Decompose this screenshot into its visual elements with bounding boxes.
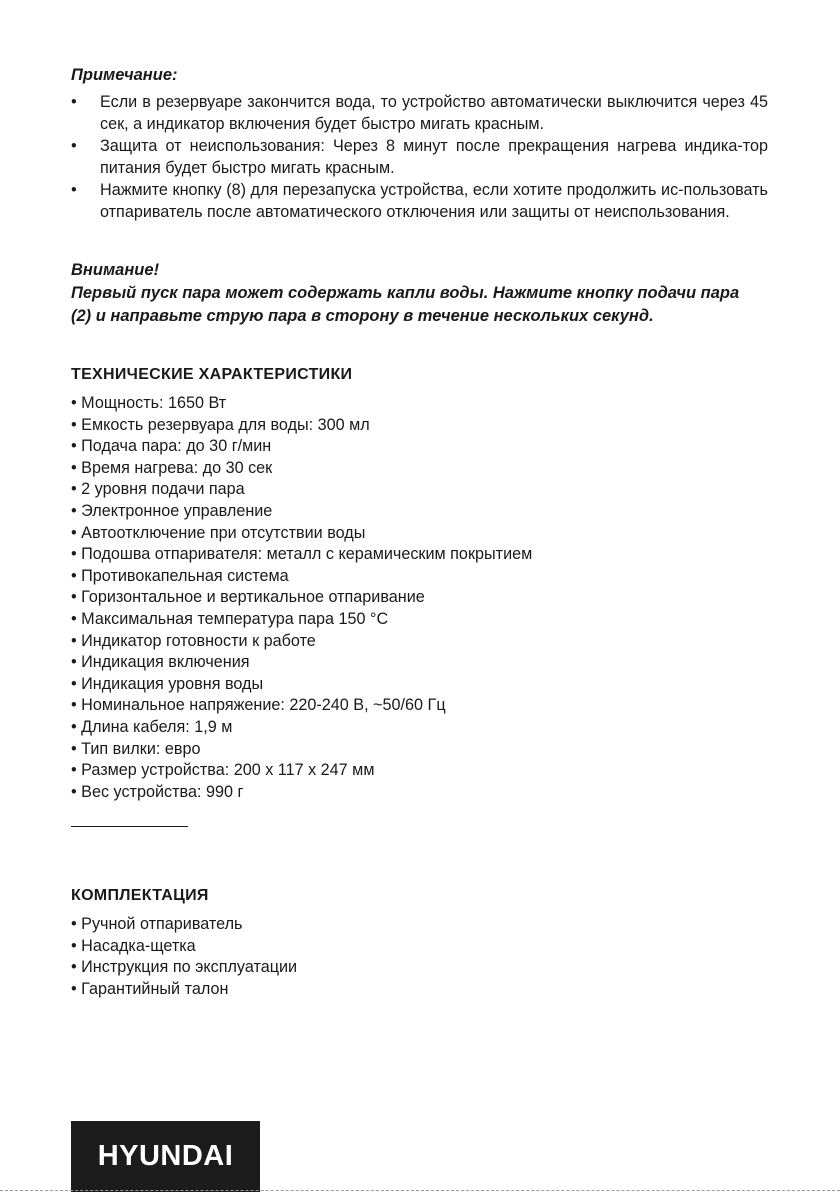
spec-item: • Размер устройства: 200 x 117 x 247 мм — [71, 761, 375, 780]
note-item-text: Защита от неиспользования: Через 8 минут после прекращения нагрева индика-тор питания будет быстро мигать красным. — [100, 137, 768, 177]
kit-title: КОМПЛЕКТАЦИЯ — [71, 887, 209, 904]
specs-list — [71, 393, 532, 803]
footnote-divider — [71, 826, 188, 827]
hyundai-logo — [71, 1121, 260, 1192]
spec-item: • Подошва отпаривателя: металл с керамическим покрытием — [71, 545, 533, 564]
spec-item: • Время нагрева: до 30 сек — [71, 458, 273, 477]
logo-text: HYUNDAI — [97, 1140, 234, 1172]
spec-item: • Тип вилки: евро — [71, 739, 201, 758]
spec-item: • Мощность: 1650 Вт — [71, 394, 227, 412]
spec-item: • 2 уровня подачи пара — [71, 480, 245, 499]
warning-block — [71, 259, 771, 328]
spec-item: • Автоотключение при отсутствии воды — [71, 523, 366, 542]
spec-item: • Индикация уровня воды — [71, 674, 264, 693]
spec-item: • Длина кабеля: 1,9 м — [71, 717, 233, 736]
note-item — [71, 135, 768, 179]
warning-line: Первый пуск пара может содержать капли воды. Нажмите кнопку подачи пара — [71, 284, 740, 302]
spec-item: • Электронное управление — [71, 501, 273, 520]
cut-line — [0, 1190, 840, 1191]
bullet: • — [71, 93, 77, 111]
spec-item: • Горизонтальное и вертикальное отпаривание — [71, 588, 425, 607]
spec-item: • Вес устройства: 990 г — [71, 782, 244, 801]
bullet: • — [71, 181, 77, 199]
note-item-text: Нажмите кнопку (8) для перезапуска устройства, если хотите продолжить ис-пользовать отпариватель после автоматического отключения или защиты от неиспользования. — [100, 181, 768, 221]
kit-item: • Ручной отпариватель — [71, 915, 243, 933]
spec-item: • Максимальная температура пара 150 °С — [71, 609, 389, 628]
specs-title: ТЕХНИЧЕСКИЕ ХАРАКТЕРИСТИКИ — [71, 366, 353, 383]
note-item-text: Если в резервуаре закончится вода, то устройство автоматически выключится через 45 сек, а индикатор включения будет быстро мигать красным. — [100, 93, 768, 133]
kit-list — [71, 914, 297, 1000]
spec-item: • Индикация включения — [71, 653, 250, 672]
warning-title: Внимание! — [71, 261, 160, 279]
spec-item: • Индикатор готовности к работе — [71, 631, 316, 650]
kit-item: • Инструкция по эксплуатации — [71, 958, 298, 977]
spec-item: • Противокапельная система — [71, 566, 289, 585]
warning-line: (2) и направьте струю пара в сторону в течение нескольких секунд. — [71, 307, 654, 325]
bullet: • — [71, 137, 77, 155]
spec-item: • Номинальное напряжение: 220-240 В, ~50/60 Гц — [71, 696, 446, 715]
spec-item: • Подача пара: до 30 г/мин — [71, 437, 272, 456]
note-item — [71, 179, 768, 223]
note-item — [71, 91, 768, 135]
spec-item: • Емкость резервуара для воды: 300 мл — [71, 415, 370, 434]
note-title: Примечание: — [71, 66, 178, 84]
kit-item: • Гарантийный талон — [71, 979, 229, 998]
kit-item: • Насадка-щетка — [71, 936, 196, 955]
note-list — [71, 91, 768, 223]
